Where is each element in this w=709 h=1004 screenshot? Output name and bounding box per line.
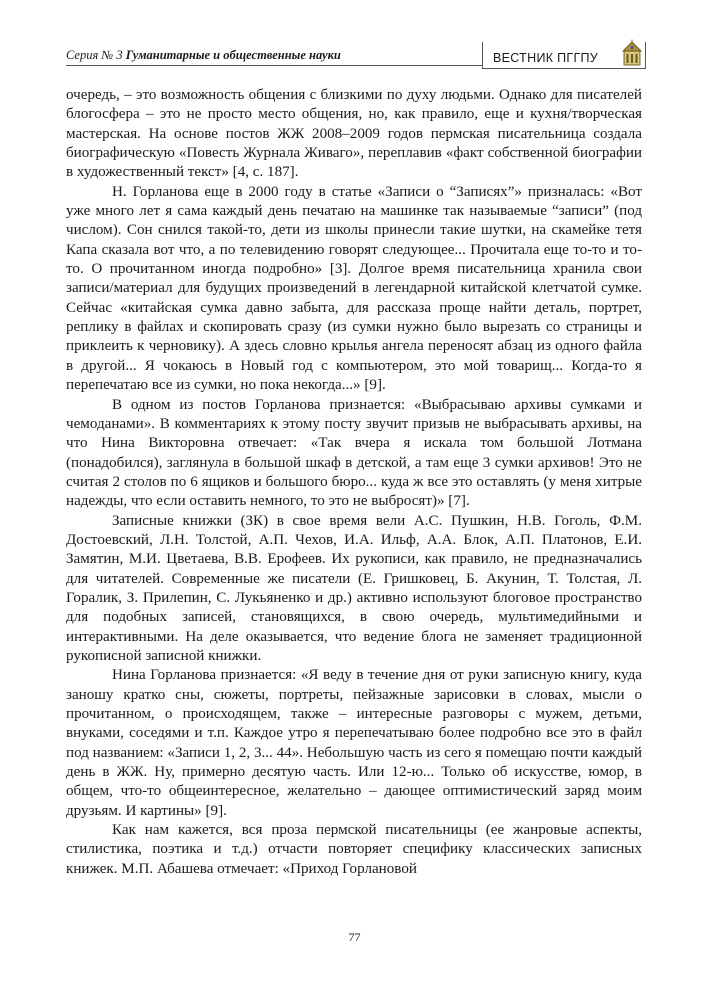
header-divider (66, 65, 482, 66)
paragraph: Записные книжки (ЗК) в свое время вели А.С. Пушкин, Н.В. Гоголь, Ф.М. Достоевский, Л.Н. Толстой, А.П. Чехов, И.А. Ильф, А.А. Блок, А.П. Платонов, Е.И. Замятин, М.И. Цветаева, В.В. Ерофеев. Их рукописи, как правило, не предназначались для читателей. Современные же писатели (Е. Гришковец, Б. Акунин, Т. Толстая, Л. Горалик, З. Прилепин, С. Лукьяненко и др.) активно используют блоговое пространство для подобных записей, становящихся, в свою очередь, мультимедийными и интерактивными. На деле оказывается, что ведение блога не заменяет традиционной рукописной записной книжки. (66, 512, 642, 664)
university-emblem-icon (622, 39, 642, 67)
paragraph: В одном из постов Горланова признается: «Выбрасываю архивы сумками и чемоданами». В комментариях к этому посту звучит призыв не выбрасывать архивы, на что Нина Викторовна отвечает: «Так вчера я искала том большой Лотмана (понадобился), заглянула в большой шкаф в детской, а там еще 3 сумки архивов! Это не считая 2 столов по 6 ящиков и большого бюро... куда ж все это оставлять (у меня хитрые надежды, что если оставить немного, то это не выбросят)» [7]. (66, 396, 642, 510)
paragraph: Как нам кажется, вся проза пермской писательницы (ее жанровые аспекты, стилистика, поэтика и т.д.) отчасти повторяет специфику классических записных книжек. М.П. Абашева отмечает: «Приход Горлановой (66, 822, 642, 877)
series-title (66, 48, 341, 63)
series-prefix: Серия № 3 (66, 48, 126, 62)
page-header (66, 38, 644, 72)
paragraph: Н. Горланова еще в 2000 году в статье «Записи о “Записях”» призналась: «Вот уже много лет я сама каждый день печатаю на машинке так называемые “записи” (под числом). Сон снился такой-то, дети из школы принесли такие шутки, на скамейке тетя Капа сказала вот что, а по телевидению говорят следующее... Прочитала еще то-то и то-то. О прочитанном иногда подробно» [3]. Долгое время писательница хранила свои записи/материал для будущих произведений в легендарной китайской клетчатой сумке. Сейчас «китайская сумка давно забыта, для рассказа проще найти деталь, портрет, реплику в файлах и скопировать сразу (из сумки нужно было вырезать со страницы и приклеить к черновику). А здесь словно крылья ангела переносят абзац из одного файла в другой... Я чокаюсь в Новый год с компьютером, это мой товарищ... Когда-то я перепечатаю все из сумки, но пока некогда...» [9]. (66, 183, 642, 394)
page-number: 77 (348, 930, 361, 944)
article-body (66, 86, 642, 879)
journal-title-box (482, 42, 646, 69)
journal-title: ВЕСТНИК ПГГПУ (493, 51, 599, 65)
paragraph: Нина Горланова признается: «Я веду в течение дня от руки записную книгу, куда заношу кратко сны, сюжеты, портреты, пейзажные зарисовки в словах, мысли о прочитанном, о происходящем, также – интересные разговоры с мужем, детьми, внуками, соседями и т.п. Каждое утро я перепечатываю более подробно все это в файл под названием: «Записи 1, 2, 3... 44». Небольшую часть из сего я помещаю почти каждый день в ЖЖ. Ну, примерно десятую часть. Или 12-ю... Только об искусстве, юмор, в общем, что-то общеинтересное, желательно – дающее оптимистический заряд моим друзьям. И картины» [9]. (66, 667, 642, 819)
series-name: Гуманитарные и общественные науки (125, 48, 341, 62)
paragraph: очередь, – это возможность общения с близкими по духу людьми. Однако для писателей блогосфера – это не просто место общения, но, как правило, еще и кухня/творческая мастерская. На основе постов ЖЖ 2008–2009 годов пермская писательница создала биографическую «Повесть Журнала Живаго», переплавив «факт собственной биографии в художественный текст» [4, с. 187]. (66, 87, 642, 181)
